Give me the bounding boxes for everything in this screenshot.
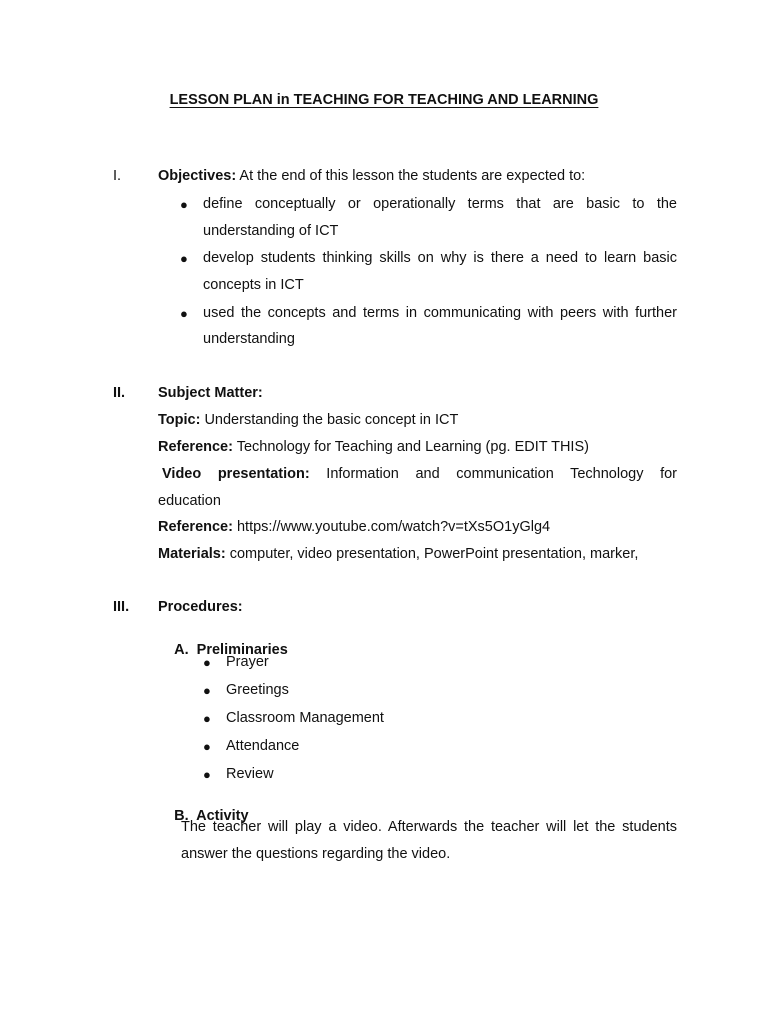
bullet-icon: ● bbox=[203, 767, 211, 782]
objective-1-line1: define conceptually or operationally terms that are basic to the bbox=[203, 196, 677, 212]
bullet-icon: ● bbox=[180, 197, 188, 212]
activity-heading: B. Activity bbox=[174, 808, 249, 824]
reference2-line bbox=[158, 519, 550, 535]
topic-label: Topic: bbox=[158, 412, 201, 428]
reference-line bbox=[158, 439, 589, 455]
topic-value: Understanding the basic concept in ICT bbox=[200, 412, 459, 428]
objective-3-line1: used the concepts and terms in communicating with peers with further bbox=[203, 305, 677, 321]
reference2-label: Reference: bbox=[158, 519, 233, 535]
subject-matter-heading: Subject Matter: bbox=[158, 385, 263, 401]
bullet-icon: ● bbox=[203, 655, 211, 670]
objectives-label: Objectives: bbox=[158, 168, 237, 184]
bullet-icon: ● bbox=[180, 306, 188, 321]
video-presentation-line2: education bbox=[158, 493, 221, 509]
document-title bbox=[0, 92, 768, 108]
materials-line bbox=[158, 546, 638, 562]
preliminary-item: Prayer bbox=[226, 654, 269, 670]
bullet-icon: ● bbox=[203, 683, 211, 698]
activity-text-line2: answer the questions regarding the video. bbox=[181, 846, 451, 862]
section-number-objectives: I. bbox=[113, 168, 122, 184]
materials-label: Materials: bbox=[158, 546, 226, 562]
bullet-icon: ● bbox=[203, 711, 211, 726]
objective-2-line1: develop students thinking skills on why is there a need to learn basic bbox=[203, 250, 677, 266]
objective-1-line2: understanding of ICT bbox=[203, 223, 339, 239]
preliminaries-heading: A. Preliminaries bbox=[174, 642, 288, 658]
objectives-heading bbox=[158, 168, 585, 184]
topic-line bbox=[158, 412, 458, 428]
document-title-text: LESSON PLAN in TEACHING FOR TEACHING AND LEARNING bbox=[169, 92, 599, 108]
bullet-icon: ● bbox=[203, 739, 211, 754]
materials-value: computer, video presentation, PowerPoint presentation, marker, bbox=[225, 546, 639, 562]
video-label: Video presentation: bbox=[162, 466, 310, 482]
preliminary-item: Classroom Management bbox=[226, 710, 384, 726]
section-number-procedures: III. bbox=[113, 599, 130, 615]
reference-label: Reference: bbox=[158, 439, 233, 455]
bullet-icon: ● bbox=[180, 251, 188, 266]
reference2-url: https://www.youtube.com/watch?v=tXs5O1yGlg4 bbox=[232, 519, 551, 535]
video-value-line1: Information and communication Technology for bbox=[326, 466, 678, 482]
preliminary-item: Attendance bbox=[226, 738, 300, 754]
activity-text-line1: The teacher will play a video. Afterwards the teacher will let the students bbox=[181, 819, 677, 835]
preliminary-item: Greetings bbox=[226, 682, 289, 698]
preliminary-item: Review bbox=[226, 766, 274, 782]
reference-value: Technology for Teaching and Learning (pg. EDIT THIS) bbox=[232, 439, 589, 455]
procedures-heading: Procedures: bbox=[158, 599, 243, 615]
objective-3-line2: understanding bbox=[203, 331, 295, 347]
objective-2-line2: concepts in ICT bbox=[203, 277, 304, 293]
video-presentation-line1 bbox=[162, 466, 677, 482]
section-number-subject-matter: II. bbox=[113, 385, 126, 401]
objectives-intro: At the end of this lesson the students are expected to: bbox=[236, 168, 586, 184]
